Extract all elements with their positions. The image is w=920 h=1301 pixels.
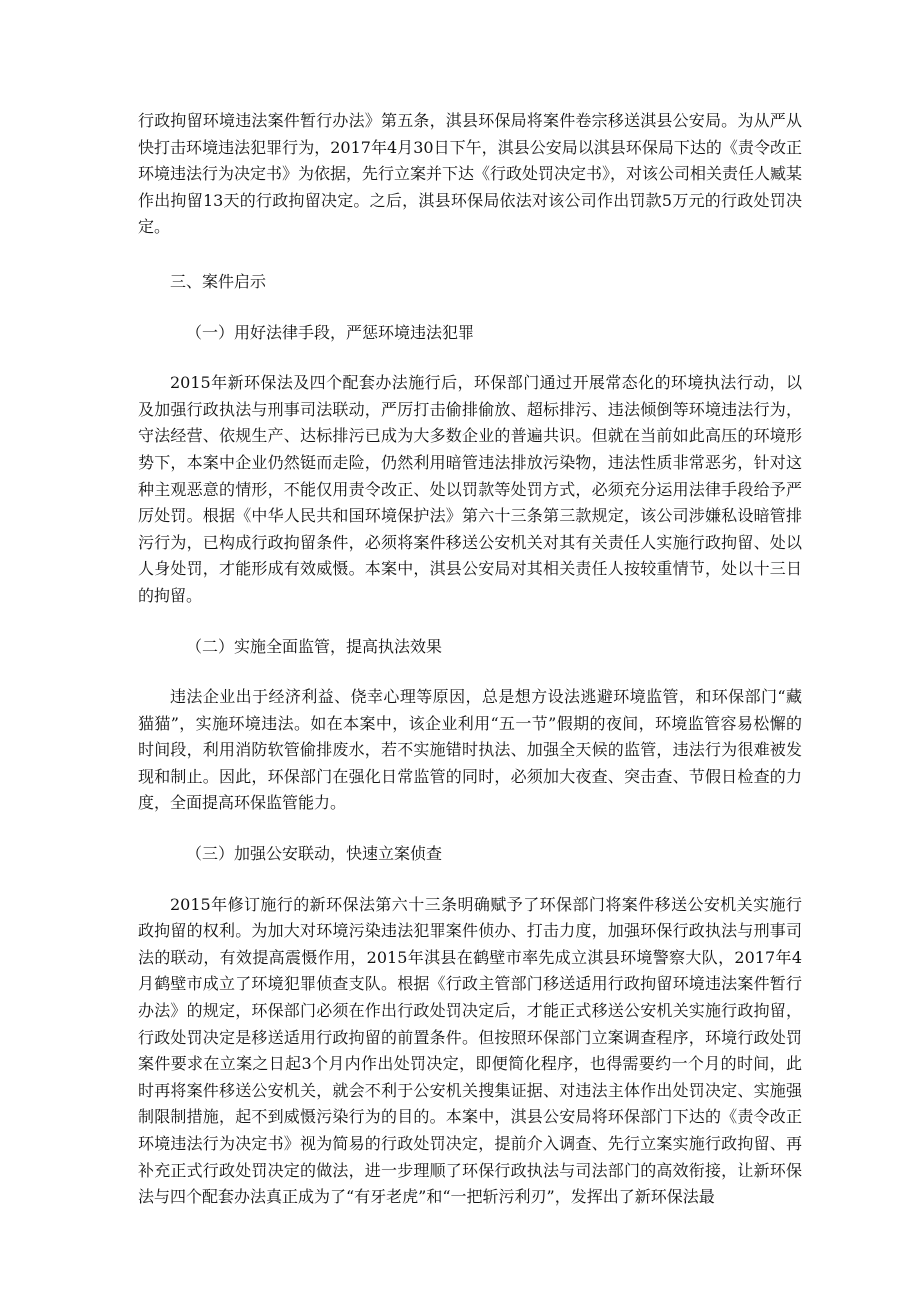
subsection-heading-1: （一）用好法律手段，严惩环境违法犯罪 (186, 322, 475, 342)
lead-paragraph: 行政拘留环境违法案件暂行办法》第五条，淇县环保局将案件卷宗移送淇县公安局。为从严从快打击环境违法犯罪行为，2017年4月30日下午，淇县公安局以淇县环保局下达的《责令改正环境违法行为决定书》为依据，先行立案并下达《行政处罚决定书》，对该公司相关责任人臧某作出拘留13天的行政拘留决定。之后，淇县环保局依法对该公司作出罚款5万元的行政处罚决定。 (138, 111, 803, 237)
spacer (138, 241, 802, 269)
subsection-body-2: 违法企业出于经济利益、侥幸心理等原因，总是想方设法逃避环境监管，和环保部门“藏猫猫”，实施环境违法。如在本案中，该企业利用“五一节”假期的夜间，环境监管容易松懈的时间段，利用消防软管偷排废水，若不实施错时执法、加强全天候的监管，违法行为很难被发现和制止。因此，环保部门在强化日常监管的同时，必须加大夜查、突击查、节假日检查的力度，全面提高环保监管能力。 (138, 687, 802, 813)
subsection-heading-3: （三）加强公安联动，快速立案侦查 (186, 844, 443, 864)
subsection-body-3: 2015年修订施行的新环保法第六十三条明确赋予了环保部门将案件移送公安机关实施行政拘留的权利。为加大对环境污染违法犯罪案件侦办、打击力度，加强环保行政执法与刑事司法的联动，有效提高震慑作用，2015年淇县在鹤壁市率先成立淇县环境警察大队，2017年4月鹤壁市成立了环境犯罪侦查支队。根据《行政主管部门移送适用行政拘留环境违法案件暂行办法》的规定，环保部门必须在作出行政处罚决定后，才能正式移送公安机关实施行政拘留，行政处罚决定是移送适用行政拘留的前置条件。但按照环保部门立案调查程序，环境行政处罚案件要求在立案之日起3个月内作出处罚决定，即便简化程序，也得需要约一个月的时间，此时再将案件移送公安机关，就会不利于公安机关搜集证据、对违法主体作出处罚决定、实施强制限制措施，起不到威慑污染行为的目的。本案中，淇县公安局将环保部门下达的《责令改正环境违法行为决定书》视为简易的行政处罚决定，提前介入调查、先行立案实施行政拘留、再补充正式行政处罚决定的做法，进一步理顺了环保行政执法与司法部门的高效衔接，让新环保法与四个配套办法真正成为了“有牙老虎”和“一把斩污利刃”，发挥出了新环保法最 (138, 894, 802, 1207)
subsection-heading-2: （二）实施全面监管，提高执法效果 (186, 636, 443, 656)
subsection-body-1: 2015年新环保法及四个配套办法施行后，环保部门通过开展常态化的环境执法行动，以及加强行政执法与刑事司法联动，严厉打击偷排偷放、超标排污、违法倾倒等环境违法行为，守法经营、依规生产、达标排污已成为大多数企业的普遍共识。但就在当前如此高压的环境形势下，本案中企业仍然铤而走险，仍然利用暗管违法排放污染物，违法性质非常恶劣，针对这种主观恶意的情形，不能仅用责令改正、处以罚款等处罚方式，必须充分运用法律手段给予严厉处罚。根据《中华人民共和国环境保护法》第六十三条第三款规定，该公司涉嫌私设暗管排污行为，已构成行政拘留条件，必须将案件移送公安机关对其有关责任人实施行政拘留、处以人身处罚，才能形成有效威慑。本案中，淇县公安局对其相关责任人按较重情节，处以十三日的拘留。 (138, 373, 802, 605)
section-heading: 三、案件启示 (170, 271, 267, 291)
document-page (138, 108, 802, 1211)
